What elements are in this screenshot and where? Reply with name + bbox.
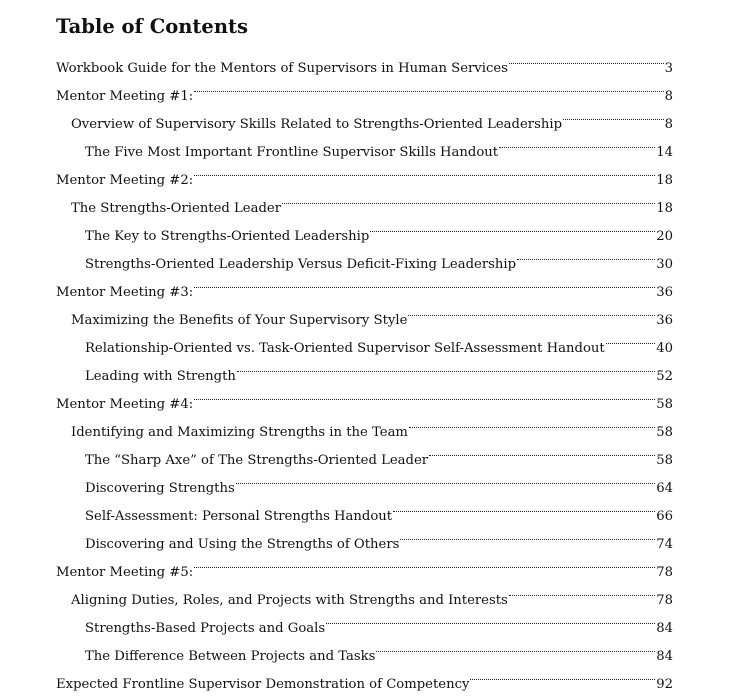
dot-leader <box>282 184 655 212</box>
toc-entry-title: Aligning Duties, Roles, and Projects with Strengths and Interests <box>71 593 508 608</box>
toc-entry-title: The Difference Between Projects and Tasks <box>85 649 376 664</box>
dot-leader <box>393 492 655 520</box>
toc-entry[interactable] <box>56 44 673 76</box>
toc-page <box>56 14 673 692</box>
toc-entry-page-number: 58 <box>656 397 673 412</box>
toc-entry-title: Discovering and Using the Strengths of Others <box>85 537 400 552</box>
toc-entry-title: The Key to Strengths-Oriented Leadership <box>85 229 370 244</box>
toc-entry-page-number: 36 <box>656 313 673 328</box>
dot-leader <box>194 380 655 408</box>
toc-entry-page-number: 18 <box>656 173 673 188</box>
toc-entry-title: Mentor Meeting #3: <box>56 285 194 300</box>
toc-entry-page-number: 3 <box>664 61 673 76</box>
dot-leader <box>509 576 655 604</box>
toc-entry-page-number: 92 <box>656 677 673 692</box>
dot-leader <box>237 352 655 380</box>
dot-leader <box>326 604 655 632</box>
toc-entry-page-number: 78 <box>656 565 673 580</box>
dot-leader <box>409 408 655 436</box>
toc-entry-title: Overview of Supervisory Skills Related to Strengths-Oriented Leadership <box>71 117 563 132</box>
dot-leader <box>400 520 655 548</box>
toc-entry-title: Leading with Strength <box>85 369 236 384</box>
toc-entry-title: Relationship-Oriented vs. Task-Oriented Supervisor Self-Assessment Handout <box>85 341 605 356</box>
dot-leader <box>370 212 655 240</box>
toc-entry-page-number: 52 <box>656 369 673 384</box>
toc-list <box>56 44 673 692</box>
toc-entry-page-number: 18 <box>656 201 673 216</box>
dot-leader <box>408 296 655 324</box>
dot-leader <box>194 548 655 576</box>
toc-entry-page-number: 8 <box>664 117 673 132</box>
toc-entry-title: The Strengths-Oriented Leader <box>71 201 282 216</box>
dot-leader <box>606 324 656 352</box>
toc-entry-title: Strengths-Oriented Leadership Versus Deficit-Fixing Leadership <box>85 257 517 272</box>
toc-title: Table of Contents <box>56 15 248 38</box>
toc-entry-page-number: 36 <box>656 285 673 300</box>
dot-leader <box>429 436 655 464</box>
toc-entry-title: Mentor Meeting #5: <box>56 565 194 580</box>
toc-entry-title: Self-Assessment: Personal Strengths Handout <box>85 509 393 524</box>
dot-leader <box>470 660 655 688</box>
toc-entry-title: Discovering Strengths <box>85 481 235 496</box>
toc-entry-page-number: 20 <box>656 229 673 244</box>
toc-entry-page-number: 8 <box>664 89 673 104</box>
toc-entry-title: The “Sharp Axe” of The Strengths-Oriented Leader <box>85 453 429 468</box>
dot-leader <box>194 156 655 184</box>
toc-entry-page-number: 58 <box>656 425 673 440</box>
dot-leader <box>194 268 655 296</box>
toc-entry-title: Strengths-Based Projects and Goals <box>85 621 326 636</box>
dot-leader <box>517 240 655 268</box>
toc-entry-page-number: 58 <box>656 453 673 468</box>
dot-leader <box>509 44 664 72</box>
toc-entry-title: Mentor Meeting #1: <box>56 89 194 104</box>
dot-leader <box>376 632 655 660</box>
toc-entry-title: Identifying and Maximizing Strengths in the Team <box>71 425 408 440</box>
dot-leader <box>194 72 663 100</box>
toc-entry-page-number: 66 <box>656 509 673 524</box>
toc-entry-title: Maximizing the Benefits of Your Supervisory Style <box>71 313 408 328</box>
toc-entry-title: Expected Frontline Supervisor Demonstration of Competency <box>56 677 470 692</box>
dot-leader <box>236 464 655 492</box>
toc-entry-page-number: 84 <box>656 649 673 664</box>
toc-entry-page-number: 74 <box>656 537 673 552</box>
dot-leader <box>563 100 664 128</box>
toc-entry-title: The Five Most Important Frontline Supervisor Skills Handout <box>85 145 499 160</box>
toc-entry-page-number: 14 <box>656 145 673 160</box>
toc-entry-page-number: 64 <box>656 481 673 496</box>
toc-entry-title: Mentor Meeting #2: <box>56 173 194 188</box>
toc-entry-page-number: 40 <box>656 341 673 356</box>
toc-entry-page-number: 84 <box>656 621 673 636</box>
dot-leader <box>499 128 655 156</box>
toc-entry-page-number: 30 <box>656 257 673 272</box>
toc-entry-page-number: 78 <box>656 593 673 608</box>
toc-entry-title: Workbook Guide for the Mentors of Supervisors in Human Services <box>56 61 508 76</box>
toc-entry-title: Mentor Meeting #4: <box>56 397 194 412</box>
